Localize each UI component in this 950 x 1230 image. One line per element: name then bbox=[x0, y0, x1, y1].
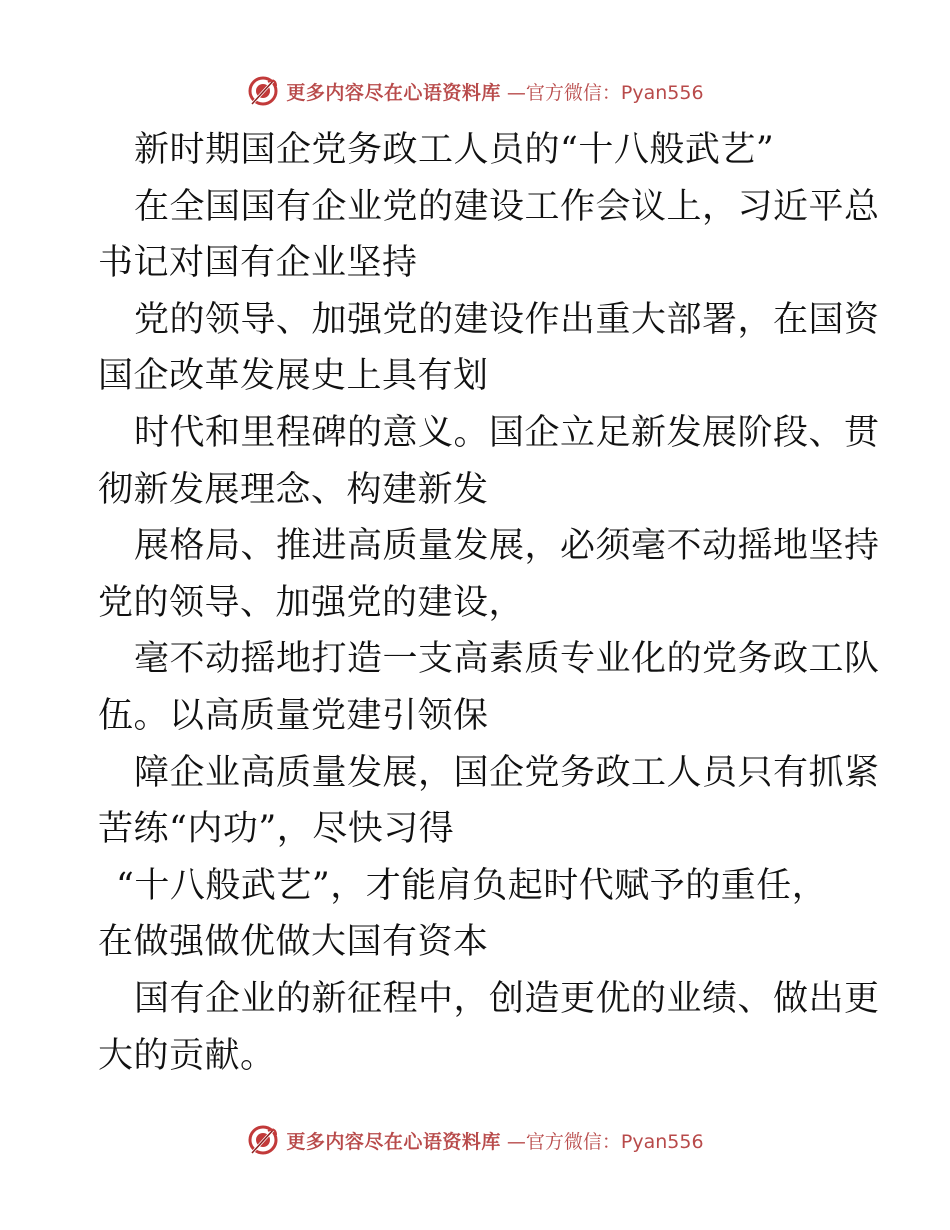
document-line: 党的领导、加强党的建设， bbox=[98, 582, 525, 623]
document-line: 彻新发展理念、构建新发 bbox=[98, 469, 489, 510]
document-line: 障企业高质量发展，国企党务政工人员只有抓紧 bbox=[134, 752, 880, 793]
document-line: 大的贡献。 bbox=[98, 1035, 276, 1076]
document-title: 新时期国企党务政工人员的“十八般武艺” bbox=[134, 130, 775, 170]
document-line: 书记对国有企业坚持 bbox=[98, 243, 418, 284]
footer-banner-inner bbox=[246, 1123, 703, 1157]
document-line: 苦练“内功”，尽快习得 bbox=[98, 809, 455, 850]
footer-banner bbox=[0, 1120, 950, 1160]
quill-pen-logo-icon bbox=[246, 1123, 280, 1157]
header-banner bbox=[0, 71, 950, 111]
document-line: 毫不动摇地打造一支高素质专业化的党务政工队 bbox=[134, 639, 880, 680]
document-line: 国企改革发展史上具有划 bbox=[98, 356, 489, 397]
document-line: 国有企业的新征程中，创造更优的业绩、做出更 bbox=[134, 978, 880, 1019]
document-line: “十八般武艺”，才能肩负起时代赋予的重任， bbox=[116, 865, 828, 906]
document-line: 展格局、推进高质量发展，必须毫不动摇地坚持 bbox=[134, 526, 880, 567]
footer-brand-text: 更多内容尽在心语资料库 bbox=[286, 1130, 501, 1153]
document-line: 党的领导、加强党的建设作出重大部署，在国资 bbox=[134, 299, 880, 340]
document-line: 时代和里程碑的意义。国企立足新发展阶段、贯 bbox=[134, 412, 880, 453]
document-line: 在做强做优做大国有资本 bbox=[98, 922, 489, 963]
header-brand-text: 更多内容尽在心语资料库 bbox=[286, 81, 501, 104]
header-wechat-text: —官方微信：Pyan556 bbox=[506, 81, 704, 104]
document-body bbox=[98, 122, 880, 1084]
quill-pen-logo-icon bbox=[246, 74, 280, 108]
document-line: 在全国国有企业党的建设工作会议上，习近平总 bbox=[134, 186, 880, 227]
document-line: 伍。以高质量党建引领保 bbox=[98, 695, 489, 736]
header-banner-inner bbox=[246, 74, 703, 108]
footer-wechat-text: —官方微信：Pyan556 bbox=[506, 1130, 704, 1153]
